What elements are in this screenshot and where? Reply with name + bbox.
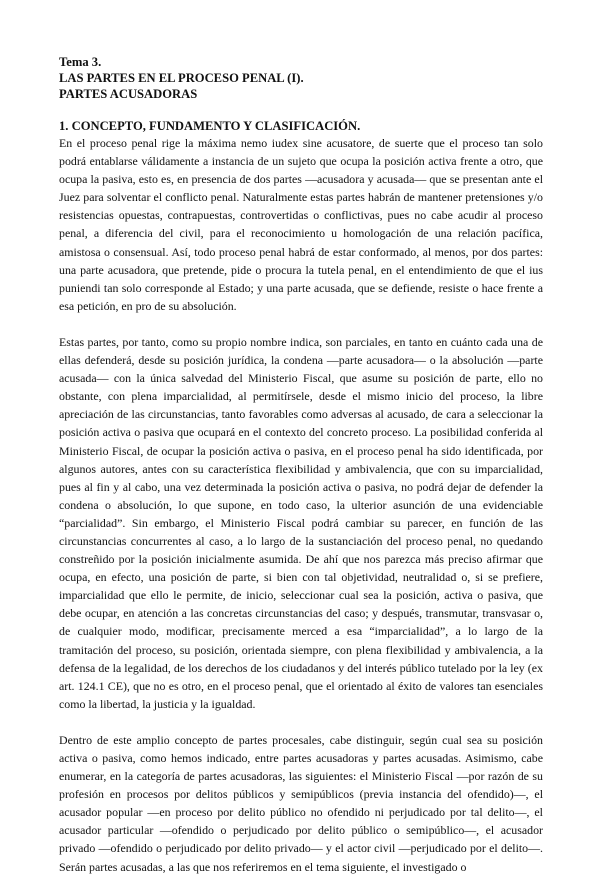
topic-number: Tema 3. [59,55,102,69]
document-heading [59,54,543,102]
section-title: 1. CONCEPTO, FUNDAMENTO Y CLASIFICACIÓN. [59,119,361,133]
paragraph-1: En el proceso penal rige la máxima nemo iudex sine acusatore, de suerte que el proceso tan solo podrá entablarse válidamente a instancia de un sujeto que ocupa la posición activa frente a otro, que ocupa la pasiva, esto es, en presencia de dos partes —acusadora y acusada— que se presentan ante el Juez para solventar el conflicto penal. Naturalmente estas partes habrán de mantener pretensiones y/o resistencias opuestas, contrapuestas, controvertidas o conflictivas, pues no cabe acudir al proceso penal, a diferencia del civil, para el reconocimiento u homologación de una relación pacífica, amistosa o consensual. Así, todo proceso penal habrá de estar conformado, al menos, por dos partes: una parte acusadora, que pretende, pide o procura la tutela penal, en el entendimiento de que el ius puniendi tan solo corresponde al Estado; y una parte acusada, que se defiende, resiste o hace frente a esa petición, en pro de su absolución. [59,136,543,313]
document-page [59,54,543,876]
paragraph-3: Dentro de este amplio concepto de partes procesales, cabe distinguir, según cual sea su posición activa o pasiva, como hemos indicado, entre partes acusadoras y partes acusadas. Asimismo, cabe enumerar, en la categoría de partes acusadoras, las siguientes: el Ministerio Fiscal —por razón de su profesión en procesos por delitos públicos y semipúblicos (previa instancia del ofendido)—, el acusador popular —en proceso por delito público no ofendido ni perjudicado por tal delito—, el acusador particular —ofendido o perjudicado por delito público o semipúblico—, el acusador privado —ofendido o perjudicado por delito privado— y el actor civil —perjudicado por el delito—. Serán partes acusadas, a las que nos referiremos en el tema siguiente, el investigado o [59,732,543,874]
topic-subtitle: PARTES ACUSADORAS [59,87,198,101]
topic-title: LAS PARTES EN EL PROCESO PENAL (I). [59,71,304,85]
paragraph-2: Estas partes, por tanto, como su propio nombre indica, son parciales, en tanto en cuánto cada una de ellas defenderá, desde su posición jurídica, la condena —parte acusadora— o la absolución —parte acusada— con la única salvedad del Ministerio Fiscal, que asume su posición de parte, ello no obstante, con plena imparcialidad, al permitírsele, desde el mismo inicio del proceso, la libre apreciación de las circunstancias, tanto favorables como adversas al acusado, de cara a seleccionar la posición activa o pasiva que ocupará en el contexto del concreto proceso. La posibilidad conferida al Ministerio Fiscal, de ocupar la posición activa o pasiva, en el proceso penal ha sido identificada, por algunos autores, antes con su característica flexibilidad y ambivalencia, que con su imparcialidad, pues al fin y al cabo, una vez determinada la posición activa o pasiva, no podrá dejar de defender la condena o absolución, lo que supone, en todo caso, la ulterior asunción de una evidenciable “parcialidad”. Sin embargo, el Ministerio Fiscal podrá cambiar su parecer, en función de las circunstancias concurrentes al caso, a lo largo de la sustanciación del proceso penal, no quedando constreñido por la posición inicialmente asumida. De ahí que nos parezca más preciso afirmar que ocupa, en efecto, una posición de parte, si bien con tal objetividad, neutralidad o, si se prefiere, imparcialidad que ello le permite, de inicio, seleccionar cual sea la posición, activa o pasiva, que debe ocupar, en atención a las concretas circunstancias del caso; y después, transmutar, transvasar o, de cualquier modo, modificar, precisamente merced a esa “imparcialidad”, a lo largo de la tramitación del proceso, su posición, orientada siempre, con plena flexibilidad y ambivalencia, a la defensa de la legalidad, de los derechos de los ciudadanos y del interés público tutelado por la ley (ex art. 124.1 CE), que no es otro, en el proceso penal, que el orientado al éxito de valores tan esenciales como la libertad, la justicia y la igualdad. [59,334,543,711]
